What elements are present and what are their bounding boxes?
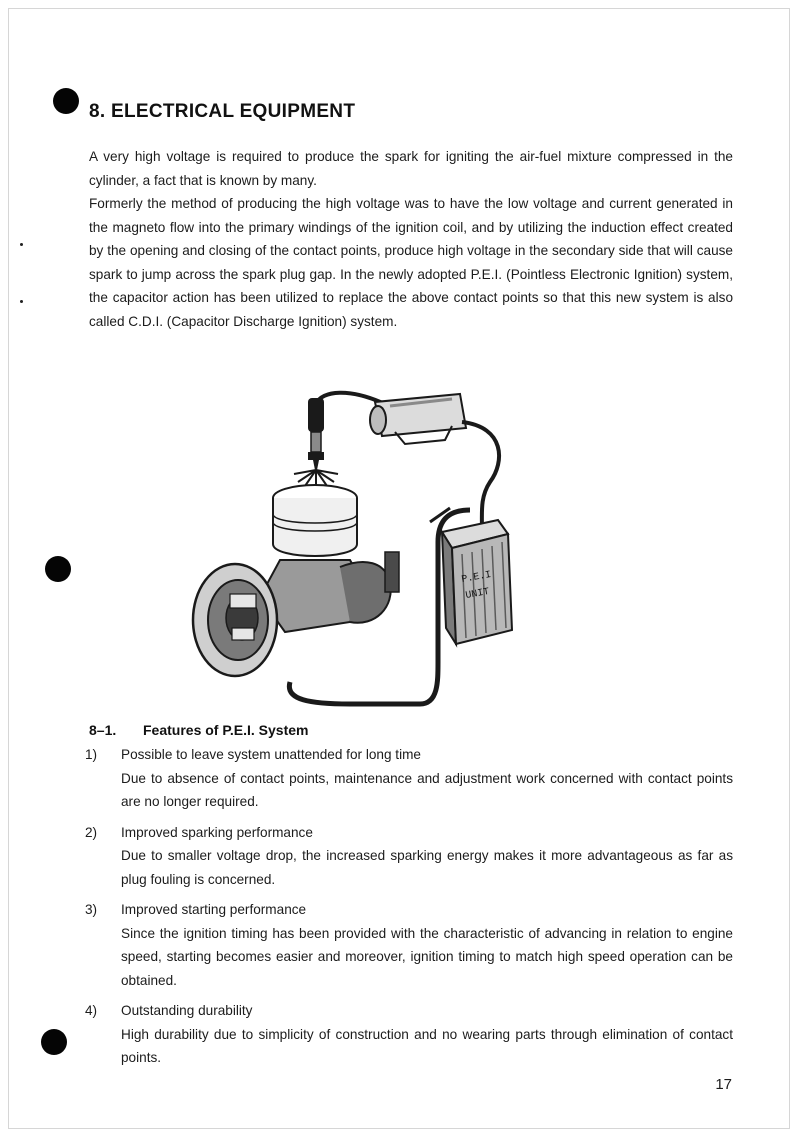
crankshaft — [260, 552, 399, 632]
subsection-number: 8–1. — [89, 722, 117, 738]
binder-hole — [45, 556, 71, 582]
feature-number: 1) — [85, 747, 98, 762]
ignition-coil — [370, 394, 466, 444]
subsection-title: Features of P.E.I. System — [143, 722, 309, 738]
pei-unit-label: UNIT — [464, 586, 491, 602]
flywheel-magneto — [193, 564, 277, 676]
scan-speck — [20, 300, 23, 303]
feature-item — [85, 743, 733, 814]
scan-speck — [20, 243, 23, 246]
feature-title: Possible to leave system unattended for long time — [121, 747, 421, 762]
intro-paragraph: Formerly the method of producing the high voltage was to have the low voltage and current generated in the magneto flow into the primary windings of the ignition coil, and by utilizing the induction effect created by the opening and closing of the contact points, produce high voltage in the secondary side that will cause spark to jump across the spark plug gap. In the newly adopted P.E.I. (Pointless Electronic Ignition) system, the capacitor action has been utilized to replace the above contact points so that this new system is also called C.D.I. (Capacitor Discharge Ignition) system. — [89, 196, 733, 329]
subsection-heading — [89, 722, 308, 738]
feature-body: Due to smaller voltage drop, the increased sparking energy makes it more advantageous as far as plug fouling is concerned. — [121, 848, 733, 887]
pei-unit — [442, 520, 512, 644]
piston — [273, 485, 357, 556]
feature-body: Due to absence of contact points, maintenance and adjustment work concerned with contact points are no longer required. — [121, 770, 733, 809]
feature-body: High durability due to simplicity of construction and no wearing parts through elimination of contact points. — [121, 1026, 733, 1065]
page-number: 17 — [715, 1076, 732, 1093]
binder-hole — [53, 88, 79, 114]
pei-system-illustration — [190, 382, 520, 712]
feature-item — [85, 898, 733, 992]
coil-lead — [462, 422, 499, 532]
feature-number: 2) — [85, 824, 98, 840]
feature-number: 4) — [85, 1003, 98, 1018]
feature-body: Since the ignition timing has been provided with the characteristic of advancing in relation to engine speed, starting becomes easier and moreover, ignition timing to match high speed operation can be obtained. — [121, 925, 733, 988]
feature-item — [85, 821, 733, 892]
feature-number: 3) — [85, 902, 98, 917]
feature-item — [85, 999, 733, 1070]
section-heading: 8. ELECTRICAL EQUIPMENT — [89, 101, 356, 122]
pei-unit-label: P.E.I — [460, 569, 493, 586]
feature-title: Improved starting performance — [121, 902, 307, 917]
spark-plug — [308, 398, 324, 470]
intro-text — [89, 145, 733, 333]
binder-hole — [41, 1029, 67, 1055]
feature-title: Outstanding durability — [121, 1003, 253, 1018]
intro-paragraph: A very high voltage is required to produce the spark for igniting the air-fuel mixture compressed in the cylinder, a fact that is known by many. — [89, 149, 733, 188]
feature-title: Improved sparking performance — [121, 824, 313, 840]
features-list — [85, 743, 733, 1077]
